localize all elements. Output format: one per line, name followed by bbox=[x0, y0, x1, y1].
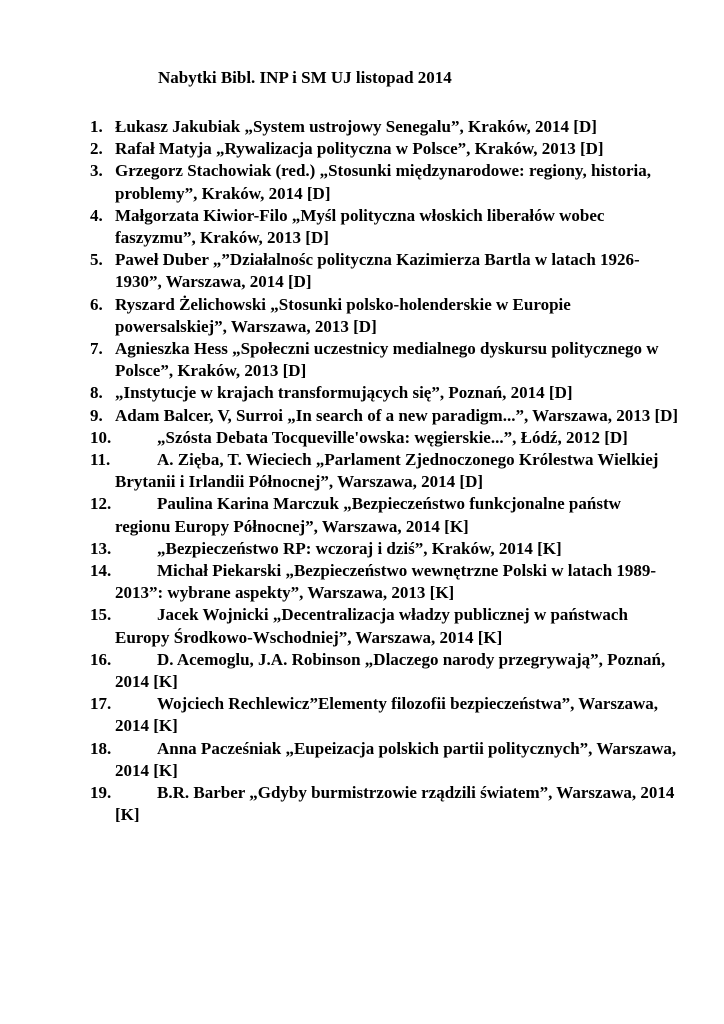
list-item bbox=[90, 560, 680, 604]
list-item-number: 16. bbox=[90, 649, 112, 669]
list-item bbox=[90, 205, 680, 249]
list-item-number: 9. bbox=[90, 405, 103, 425]
list-item bbox=[90, 160, 680, 204]
list-item-number: 12. bbox=[90, 494, 112, 514]
list-item bbox=[90, 382, 680, 404]
list-item bbox=[90, 405, 680, 427]
list-item-number: 2. bbox=[90, 139, 103, 159]
list-item bbox=[90, 782, 680, 826]
list-item bbox=[90, 249, 680, 293]
list-item-number: 3. bbox=[90, 161, 103, 181]
list-item bbox=[90, 738, 680, 782]
list-item-text: Jacek Wojnicki „Decentralizacja władzy publicznej w państwach Europy Środkowo-Wschodniej”, Warszawa, 2014 [K] bbox=[115, 605, 628, 647]
list-item bbox=[90, 449, 680, 493]
list-item-number: 18. bbox=[90, 738, 112, 758]
list-item-text: D. Acemoglu, J.A. Robinson „Dlaczego narody przegrywają”, Poznań, 2014 [K] bbox=[115, 649, 666, 692]
list-item bbox=[90, 493, 680, 537]
list-item bbox=[90, 338, 680, 382]
list-item bbox=[90, 138, 680, 160]
list-item bbox=[90, 604, 680, 648]
list-item-number: 6. bbox=[90, 294, 103, 314]
list-item-number: 11. bbox=[90, 450, 111, 470]
list-item-text: Wojciech Rechlewicz”Elementy filozofii bezpieczeństwa”, Warszawa, 2014 [K] bbox=[115, 694, 659, 736]
list-item-number: 17. bbox=[90, 694, 112, 714]
list-item bbox=[90, 538, 680, 560]
list-item-text: Ryszard Żelichowski „Stosunki polsko-holenderskie w Europie powersalskiej”, Warszawa, 2013 [D] bbox=[115, 294, 571, 336]
list-item-text: „Instytucje w krajach transformujących się”, Poznań, 2014 [D] bbox=[115, 383, 573, 403]
list-item-number: 19. bbox=[90, 783, 112, 803]
acquisitions-list bbox=[90, 116, 680, 827]
list-item-text: A. Zięba, T. Wieciech „Parlament Zjednoczonego Królestwa Wielkiej Brytanii i Irlandii Północnej”, Warszawa, 2014 [D] bbox=[115, 450, 659, 492]
list-item bbox=[90, 116, 680, 138]
list-item-text: Michał Piekarski „Bezpieczeństwo wewnętrzne Polski w latach 1989-2013”: wybrane aspekty”, Warszawa, 2013 [K] bbox=[115, 561, 657, 603]
list-item-text: Paweł Duber „”Działalnośc polityczna Kazimierza Bartla w latach 1926-1930”, Warszawa, 2014 [D] bbox=[115, 250, 640, 292]
list-item-number: 15. bbox=[90, 605, 112, 625]
list-item-number: 7. bbox=[90, 339, 103, 359]
list-item bbox=[90, 649, 680, 693]
list-item-text: Paulina Karina Marczuk „Bezpieczeństwo funkcjonalne państw regionu Europy Północnej”, Warszawa, 2014 [K] bbox=[115, 494, 621, 536]
list-item bbox=[90, 427, 680, 449]
list-item-text: Małgorzata Kiwior-Filo „Myśl polityczna włoskich liberałów wobec faszyzmu”, Kraków, 2013 [D] bbox=[115, 205, 605, 248]
list-item-number: 8. bbox=[90, 383, 103, 403]
list-item-text: Grzegorz Stachowiak (red.) „Stosunki międzynarodowe: regiony, historia, problemy”, Kraków, 2014 [D] bbox=[115, 161, 651, 203]
list-item-number: 4. bbox=[90, 205, 103, 225]
list-item bbox=[90, 294, 680, 338]
list-item-text: „Szósta Debata Tocqueville'owska: węgierskie...”, Łódź, 2012 [D] bbox=[157, 427, 628, 447]
list-item-text: B.R. Barber „Gdyby burmistrzowie rządzili światem”, Warszawa, 2014 [K] bbox=[115, 783, 675, 825]
list-item-text: „Bezpieczeństwo RP: wczoraj i dziś”, Kraków, 2014 [K] bbox=[157, 538, 562, 558]
list-item bbox=[90, 693, 680, 737]
list-item-text: Agnieszka Hess „Społeczni uczestnicy medialnego dyskursu politycznego w Polsce”, Kraków, 2013 [D] bbox=[115, 339, 659, 381]
list-item-number: 1. bbox=[90, 117, 103, 136]
list-item-number: 13. bbox=[90, 538, 112, 558]
list-item-text: Anna Pacześniak „Eupeizacja polskich partii politycznych”, Warszawa, 2014 [K] bbox=[115, 738, 677, 780]
document-title: Nabytki Bibl. INP i SM UJ listopad 2014 bbox=[158, 68, 452, 87]
list-item-text: Łukasz Jakubiak „System ustrojowy Senegalu”, Kraków, 2014 [D] bbox=[115, 117, 597, 136]
list-item-text: Adam Balcer, V, Surroi „In search of a new paradigm...”, Warszawa, 2013 [D] bbox=[115, 405, 679, 425]
list-item-number: 5. bbox=[90, 250, 103, 270]
list-item-number: 14. bbox=[90, 561, 112, 581]
list-item-text: Rafał Matyja „Rywalizacja polityczna w Polsce”, Kraków, 2013 [D] bbox=[115, 139, 604, 159]
list-item-number: 10. bbox=[90, 427, 112, 447]
